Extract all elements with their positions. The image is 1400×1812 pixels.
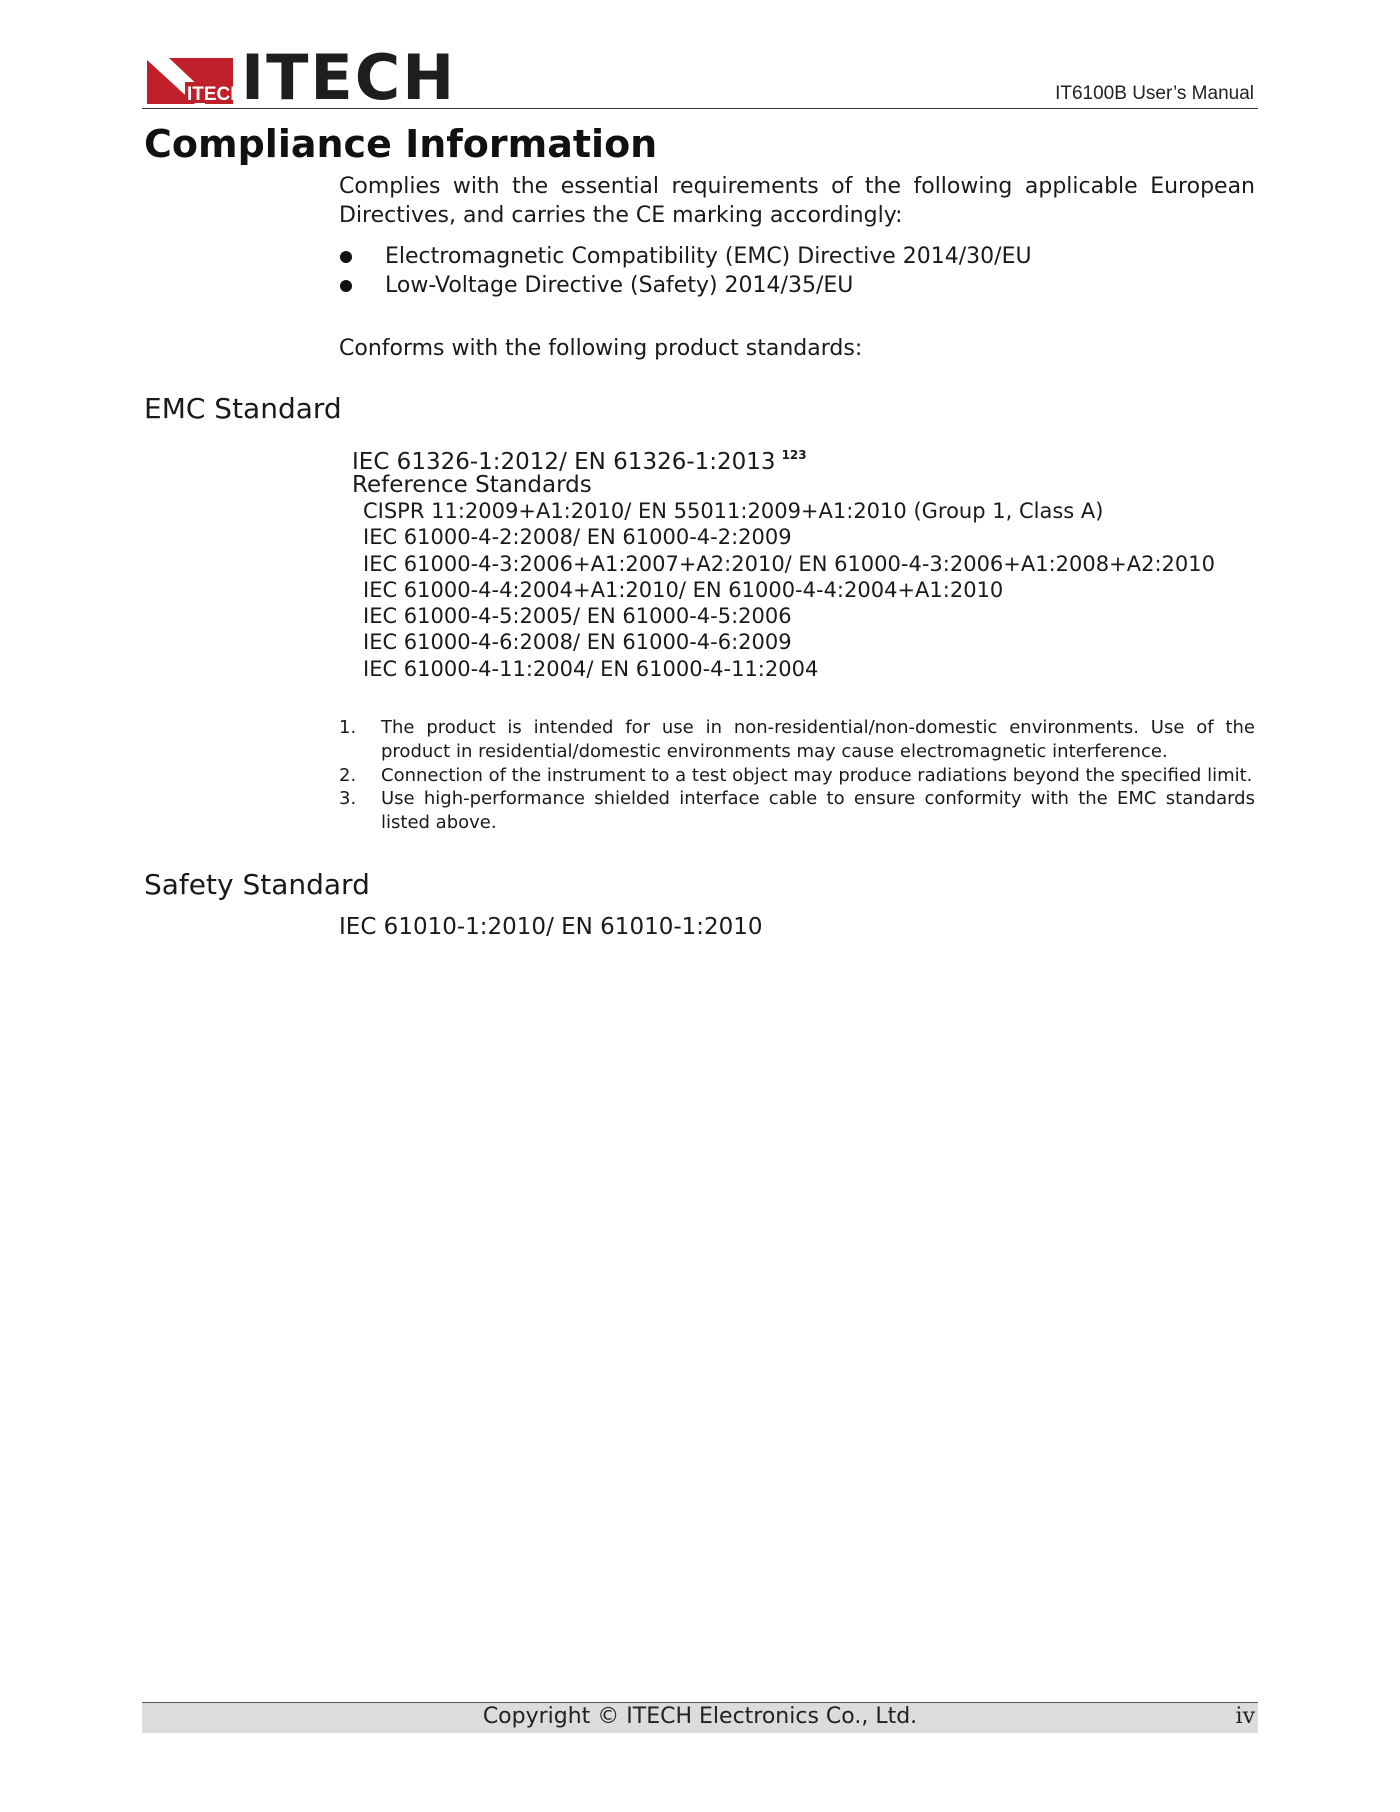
note-text: Use high-performance shielded interface cable to ensure conformity with the EMC standards listed above. — [381, 788, 1255, 834]
directive-text: Low-Voltage Directive (Safety) 2014/35/EU — [385, 273, 854, 298]
note-text: Connection of the instrument to a test object may produce radiations beyond the specified limit. — [381, 764, 1253, 786]
note-number: 2. — [339, 764, 357, 786]
bullet-icon — [340, 251, 352, 263]
list-item: IEC 61000-4-11:2004/ EN 61000-4-11:2004 — [363, 656, 819, 681]
safety-standard-text: IEC 61010-1:2010/ EN 61010-1:2010 — [339, 914, 763, 940]
copyright-text: Copyright © ITECH Electronics Co., Ltd. — [482, 1704, 918, 1729]
list-item — [339, 716, 1255, 764]
page-header — [142, 41, 1258, 114]
list-item: IEC 61000-4-2:2008/ EN 61000-4-2:2009 — [363, 525, 792, 550]
emc-standard-heading: EMC Standard — [144, 392, 342, 425]
list-item: IEC 61000-4-4:2004+A1:2010/ EN 61000-4-4:2004+A1:2010 — [363, 577, 1004, 602]
manual-title: IT6100B User’s Manual — [1055, 83, 1254, 104]
page-title: Compliance Information — [144, 122, 658, 166]
emc-notes-list — [339, 716, 1255, 835]
reference-standards-title: Reference Standards — [352, 472, 592, 498]
note-number: 3. — [339, 788, 357, 810]
note-number: 1. — [339, 717, 357, 738]
list-item — [339, 242, 1255, 271]
conforms-text: Conforms with the following product standards: — [339, 336, 863, 361]
reference-standards-list — [363, 498, 1215, 682]
list-item: IEC 61000-4-3:2006+A1:2007+A2:2010/ EN 61000-4-3:2006+A1:2008+A2:2010 — [363, 551, 1215, 576]
list-item: IEC 61000-4-6:2008/ EN 61000-4-6:2009 — [363, 630, 792, 655]
directive-list — [339, 242, 1255, 300]
page-footer — [142, 1702, 1258, 1733]
safety-standard-heading: Safety Standard — [144, 868, 370, 901]
list-item: IEC 61000-4-5:2005/ EN 61000-4-5:2006 — [363, 604, 792, 629]
list-item — [339, 787, 1255, 835]
bullet-icon — [340, 280, 352, 292]
emc-main-standard-text: IEC 61326-1:2012/ EN 61326-1:2013 — [352, 449, 776, 475]
directive-text: Electromagnetic Compatibility (EMC) Directive 2014/30/EU — [385, 244, 1032, 269]
note-text: The product is intended for use in non-residential/non-domestic environments. Use of the product in residential/domestic environments may cause electromagnetic interference. — [381, 717, 1255, 762]
page-number: iv — [1235, 1704, 1255, 1729]
intro-paragraph: Complies with the essential requirements of the following applicable European Directives, and carries the CE marking accordingly: — [339, 174, 1255, 228]
itech-logo-mark-icon — [147, 52, 244, 105]
list-item: CISPR 11:2009+A1:2010/ EN 55011:2009+A1:2010 (Group 1, Class A) — [363, 499, 1104, 523]
list-item — [339, 764, 1255, 788]
logo-mark-text: ITECH — [187, 84, 244, 105]
itech-logo — [147, 41, 457, 114]
logo-wordmark: ITECH — [241, 41, 457, 114]
list-item — [339, 271, 1255, 300]
footnote-superscript: 123 — [781, 448, 807, 462]
